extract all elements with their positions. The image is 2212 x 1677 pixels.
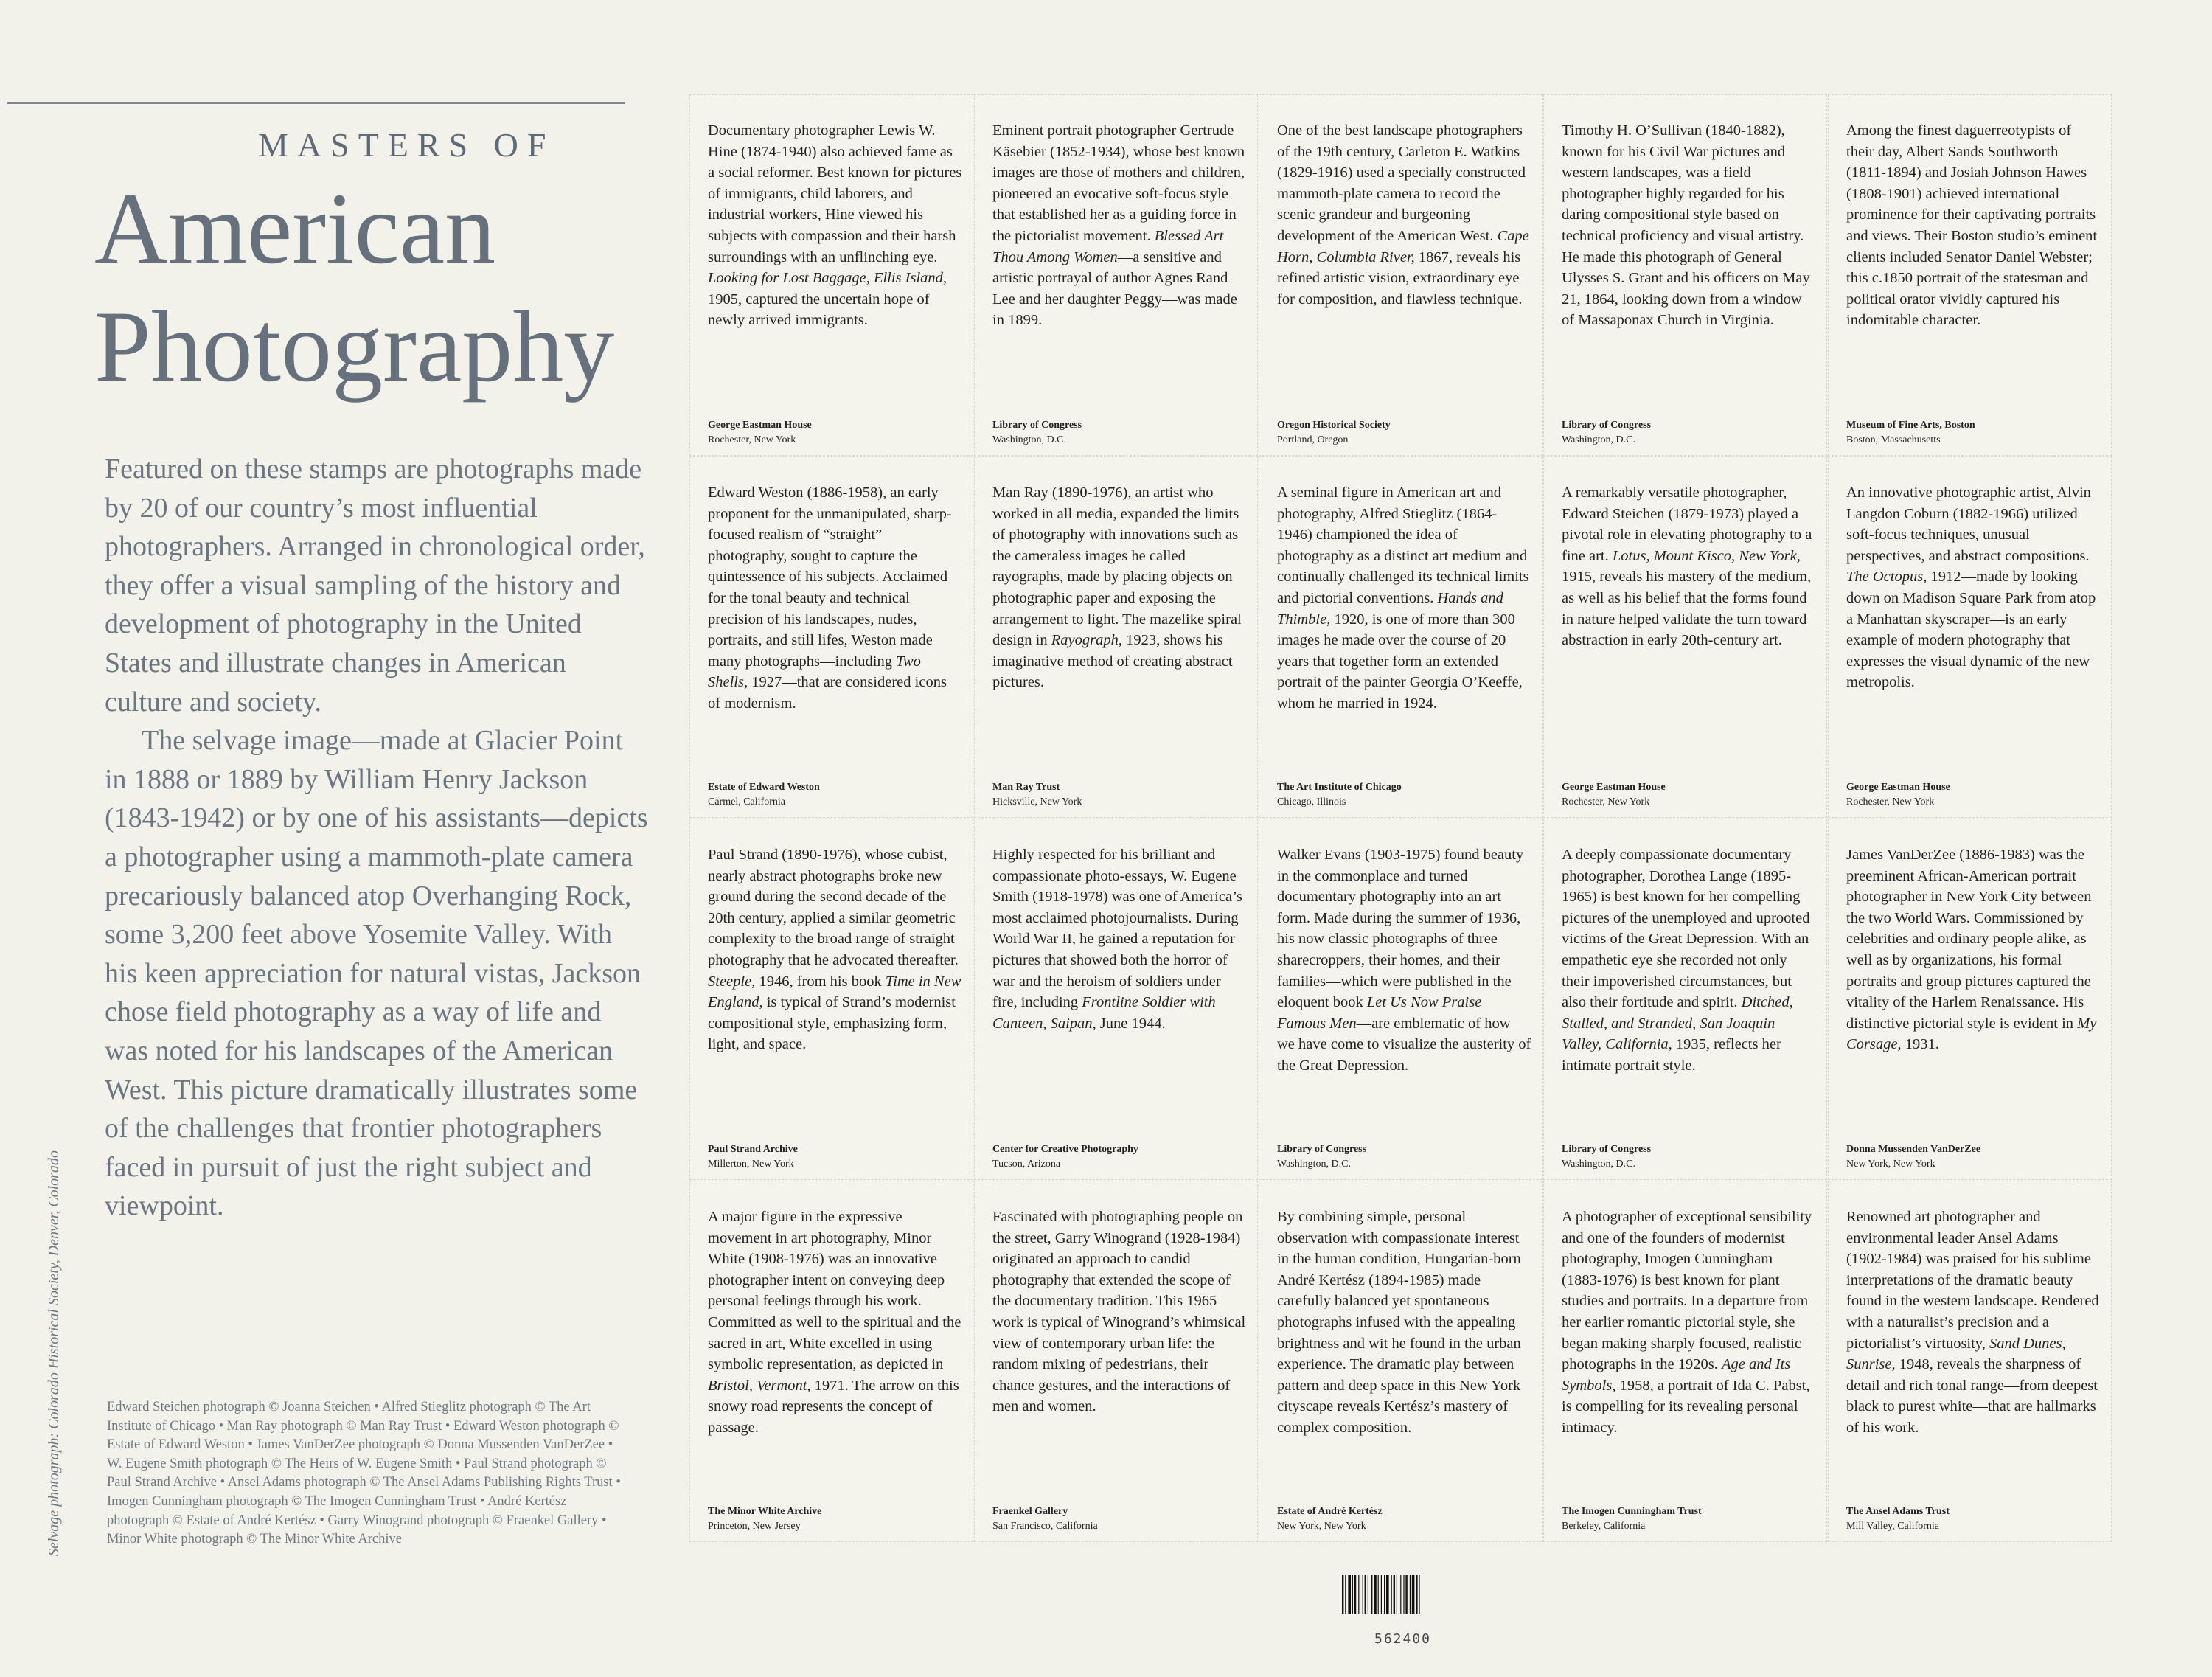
selvage-photo-credit [46, 1150, 68, 1556]
stamp [1259, 456, 1543, 818]
stamp-location: Chicago, Illinois [1277, 796, 1346, 808]
stamp-description: Paul Strand (1890-1976), whose cubist, nearly abstract photographs broke new ground during the second decade of the 20th century, applied a similar geometric complexity to the broad range of straight photography that he advocated thereafter. Steeple, 1946, from his book Time in New England, is typical of Strand’s modernist compositional style, emphasizing form, light, and space. [708, 847, 961, 1053]
stamp-description: Fascinated with photographing people on the street, Garry Winogrand (1928-1984) originated an approach to candid photography that extended the scope of the documentary tradition. This 1965 work is typical of Winogrand’s whimsical view of contemporary urban life: the random mixing of pedestrians, their chance gestures, and the interactions of men and women. [992, 1209, 1246, 1415]
stamp [1828, 819, 2112, 1180]
title-line-american: American [94, 172, 496, 285]
masters-of-heading: MASTERS OF [258, 126, 555, 164]
stamp [974, 819, 1258, 1180]
stamp-description: Walker Evans (1903-1975) found beauty in the commonplace and turned documentary photography into an art form. Made during the summer of 1936, his now classic photographs of three sharecroppers, their homes, and their families—which were published in the eloquent book Let Us Now Praise Famous Men—are emblematic of how we have come to visualize the austerity of the Great Depression. [1277, 847, 1531, 1074]
stamp [1543, 1181, 1827, 1542]
stamp-location: New York, New York [1846, 1159, 1935, 1170]
stamp-description: Eminent portrait photographer Gertrude Käsebier (1852-1934), whose best known images are those of mothers and children, pioneered an evocative soft-focus style that established her as a guiding force in the pictorialist movement. Blessed Art Thou Among Women—a sensitive and artistic portrayal of author Agnes Rand Lee and her daughter Peggy—was made in 1899. [992, 122, 1245, 329]
intro-paragraph-2: The selvage image—made at Glacier Point in 1888 or 1889 by William Henry Jackson (1843-1942) or by one of his assistants—depicts a photographer using a mammoth-plate camera precariously balanced atop Overhanging Rock, some 3,200 feet above Yosemite Valley. With his keen appreciation for natural vistas, Jackson chose field photography as a way of life and was noted for his landscapes of the American West. This picture dramatically illustrates some of the challenges that frontier photographers faced in pursuit of just the right subject and viewpoint. [105, 725, 648, 1222]
stamp [974, 94, 1258, 456]
stamp-institution: The Imogen Cunningham Trust [1562, 1506, 1702, 1517]
stamp-institution: The Minor White Archive [708, 1506, 822, 1517]
stamp-source [992, 780, 1247, 810]
stamp [689, 1181, 973, 1542]
stamp-source [1562, 780, 1816, 810]
stamp [1543, 456, 1827, 818]
stamp-description: A photographer of exceptional sensibility and one of the founders of modernist photography, Imogen Cunningham (1883-1976) is best known for plant studies and portraits. In a departure from her earlier romantic pictorial style, she began making sharply focused, realistic photographs in the 1920s. Age and Its Symbols, 1958, a portrait of Ida C. Pabst, is compelling for its revealing personal intimacy. [1562, 1209, 1812, 1436]
stamp-description: A deeply compassionate documentary photographer, Dorothea Lange (1895-1965) is best known for her compelling pictures of the unemployed and uprooted victims of the Great Depression. With an empathetic eye she recorded not only their impoverished circumstances, but also their fortitude and spirit. Ditched, Stalled, and Stranded, San Joaquin Valley, California, 1935, reflects her intimate portrait style. [1562, 847, 1810, 1074]
stamp-description: Man Ray (1890-1976), an artist who worked in all media, expanded the limits of photography with innovations such as the cameraless images he called rayographs, made by placing objects on photographic paper and exposing the arrangement to light. The mazelike spiral design in Rayograph, 1923, shows his imaginative method of creating abstract pictures. [992, 485, 1242, 691]
stamp-location: Washington, D.C. [992, 434, 1066, 445]
stamp-location: Rochester, New York [708, 434, 796, 445]
stamp-source [1846, 418, 2101, 448]
stamp-source [1562, 1504, 1816, 1534]
stamp-description: James VanDerZee (1886-1983) was the preeminent African-American portrait photographer in New York City between the two World Wars. Commissioned by celebrities and ordinary people alike, as well as by organizations, his formal portraits and group pictures captured the vitality of the Harlem Renaissance. His distinctive pictorial style is evident in My Corsage, 1931. [1846, 847, 2097, 1053]
stamp [1259, 819, 1543, 1180]
stamp [1543, 94, 1827, 456]
stamp-source [1277, 780, 1531, 810]
stamp-institution: Estate of André Kertész [1277, 1506, 1382, 1517]
stamp-location: Mill Valley, California [1846, 1521, 1939, 1532]
main-title [94, 170, 614, 406]
stamp-source [708, 780, 962, 810]
stamp-institution: Museum of Fine Arts, Boston [1846, 420, 1975, 431]
stamp-description: One of the best landscape photographers of the 19th century, Carleton E. Watkins (1829-1916) used a specially constructed mammoth-plate camera to record the scenic grandeur and burgeoning development of the American West. Cape Horn, Columbia River, 1867, reveals his refined artistic vision, extraordinary eye for composition, and flawless technique. [1277, 122, 1529, 308]
stamp-location: Princeton, New Jersey [708, 1521, 801, 1532]
barcode-number: 562400 [1374, 1631, 1432, 1647]
stamp-source [992, 1504, 1247, 1534]
stamp-description: Documentary photographer Lewis W. Hine (1874-1940) also achieved fame as a social reformer. Best known for pictures of immigrants, child laborers, and industrial workers, Hine viewed his subjects with compassion and their harsh surroundings with an unflinching eye. Looking for Lost Baggage, Ellis Island, 1905, captured the uncertain hope of newly arrived immigrants. [708, 122, 962, 329]
stamp [974, 1181, 1258, 1542]
stamp-institution: Library of Congress [1562, 420, 1652, 431]
stamp [689, 819, 973, 1180]
stamp-description: By combining simple, personal observation with compassionate interest in the human condition, Hungarian-born André Kertész (1894-1985) made carefully balanced yet spontaneous photographs infused with the appealing brightness and wit he found in the urban experience. The dramatic play between pattern and deep space in this New York cityscape reveals Kertész’s mastery of complex composition. [1277, 1209, 1521, 1436]
stamp-institution: George Eastman House [1846, 782, 1950, 793]
stamp-location: Rochester, New York [1846, 796, 1935, 808]
stamp-source [708, 1504, 962, 1534]
stamp-location: San Francisco, California [992, 1521, 1098, 1532]
stamp-institution: Library of Congress [1562, 1144, 1652, 1155]
stamp-institution: Paul Strand Archive [708, 1144, 798, 1155]
stamp-source [992, 418, 1247, 448]
stamp-location: Millerton, New York [708, 1159, 794, 1170]
stamp-description: A remarkably versatile photographer, Edward Steichen (1879-1973) played a pivotal role in elevating photography to a fine art. Lotus, Mount Kisco, New York, 1915, reveals his mastery of the medium, as well as his belief that the forms found in nature helped validate the turn toward abstraction in early 20th-century art. [1562, 485, 1812, 649]
stamp-source [1846, 780, 2101, 810]
barcode [1342, 1575, 1464, 1614]
stamp-description: A seminal figure in American art and photography, Alfred Stieglitz (1864-1946) championed the idea of photography as a distinct art medium and continually challenged its technical limits and pictorial conventions. Hands and Thimble, 1920, is one of more than 300 images he made over the course of 20 years that together form an extended portrait of the painter Georgia O’Keeffe, whom he married in 1924. [1277, 485, 1529, 712]
stamp [689, 94, 973, 456]
stamp-location: Washington, D.C. [1562, 1159, 1635, 1170]
stamp-institution: George Eastman House [708, 420, 812, 431]
stamp-location: Carmel, California [708, 796, 785, 808]
stamp-institution: Library of Congress [1277, 1144, 1367, 1155]
title-line-photography: Photography [94, 290, 615, 403]
stamp-location: Boston, Massachusetts [1846, 434, 1941, 445]
header-rule [7, 102, 625, 104]
intro-paragraph-1: Featured on these stamps are photographs made by 20 of our country’s most influential photographers. Arranged in chronological order, they offer a visual sampling of the history and development of photography in the United States and illustrate changes in American culture and society. [105, 454, 645, 718]
stamp-source [708, 1142, 962, 1172]
stamp [1259, 1181, 1543, 1542]
stamp-location: Portland, Oregon [1277, 434, 1349, 445]
intro-text [105, 450, 650, 1226]
stamp-source [1846, 1504, 2101, 1534]
stamp-location: Berkeley, California [1562, 1521, 1646, 1532]
stamp-institution: Oregon Historical Society [1277, 420, 1391, 431]
stamp-source [1562, 418, 1816, 448]
stamp-institution: The Art Institute of Chicago [1277, 782, 1402, 793]
stamp [974, 456, 1258, 818]
stamp [1828, 1181, 2112, 1542]
stamp-institution: Estate of Edward Weston [708, 782, 820, 793]
stamp-institution: Library of Congress [992, 420, 1082, 431]
stamp-description: Timothy H. O’Sullivan (1840-1882), known for his Civil War pictures and western landscapes, was a field photographer highly regarded for his daring compositional style based on technical proficiency and visual artistry. He made this photograph of General Ulysses S. Grant and his officers on May 21, 1864, looking down from a window of Massaponax Church in Virginia. [1562, 122, 1810, 329]
stamp-institution: Fraenkel Gallery [992, 1506, 1068, 1517]
stamp-location: New York, New York [1277, 1521, 1366, 1532]
stamp-source [1277, 1504, 1531, 1534]
stamp [689, 456, 973, 818]
stamp-description: Edward Weston (1886-1958), an early proponent for the unmanipulated, sharp-focused realism of “straight” photography, sought to capture the quintessence of his subjects. Acclaimed for the tonal beauty and technical precision of his landscapes, nudes, portraits, and still lifes, Weston made many photographs—including Two Shells, 1927—that are considered icons of modernism. [708, 485, 952, 712]
stamp-institution: George Eastman House [1562, 782, 1666, 793]
stamp-source [1562, 1142, 1816, 1172]
stamp-location: Tucson, Arizona [992, 1159, 1061, 1170]
stamp [1259, 94, 1543, 456]
stamp-institution: Center for Creative Photography [992, 1144, 1138, 1155]
stamp-institution: The Ansel Adams Trust [1846, 1506, 1950, 1517]
copyright-credits: Edward Steichen photograph © Joanna Steichen • Alfred Stieglitz photograph © The Art Institute of Chicago • Man Ray photograph © Man Ray Trust • Edward Weston photograph © Estate of Edward Weston • James VanDerZee photograph © Donna Mussenden VanDerZee • W. Eugene Smith photograph © The Heirs of W. Eugene Smith • Paul Strand photograph © Paul Strand Archive • Ansel Adams photograph © The Ansel Adams Publishing Rights Trust • Imogen Cunningham photograph © The Imogen Cunningham Trust • André Kertész photograph © Estate of André Kertész • Garry Winogrand photograph © Fraenkel Gallery • Minor White photograph © The Minor White Archive [107, 1400, 621, 1547]
stamp [1828, 94, 2112, 456]
stamp-location: Washington, D.C. [1277, 1159, 1351, 1170]
stamp [1543, 819, 1827, 1180]
stamp-source [1277, 418, 1531, 448]
stamp-description: An innovative photographic artist, Alvin Langdon Coburn (1882-1966) utilized soft-focus techniques, unusual perspectives, and abstract compositions. The Octopus, 1912—made by looking down on Madison Square Park from atop a Manhattan skyscraper—is an early example of modern photography that expresses the visual dynamic of the new metropolis. [1846, 485, 2096, 691]
stamp-location: Rochester, New York [1562, 796, 1650, 808]
stamp-institution: Donna Mussenden VanDerZee [1846, 1144, 1981, 1155]
stamp-description: A major figure in the expressive movement in art photography, Minor White (1908-1976) was an innovative photographer intent on conveying deep personal feelings through his work. Committed as well to the spiritual and the sacred in art, White excelled in using symbolic representation, as depicted in Bristol, Vermont, 1971. The arrow on this snowy road represents the concept of passage. [708, 1209, 961, 1436]
stamp-location: Hicksville, New York [992, 796, 1082, 808]
stamp-pane [689, 94, 2099, 1540]
selvage-photo-credit-text: Selvage photograph: Colorado Historical Society, Denver, Colorado [46, 1150, 62, 1556]
stamp-source [1846, 1142, 2101, 1172]
stamp-source [1277, 1142, 1531, 1172]
stamp-location: Washington, D.C. [1562, 434, 1635, 445]
stamp [1828, 456, 2112, 818]
stamp-institution: Man Ray Trust [992, 782, 1060, 793]
stamp-description: Highly respected for his brilliant and compassionate photo-essays, W. Eugene Smith (1918-1978) was one of America’s most acclaimed photojournalists. During World War II, he gained a reputation for pictures that showed both the horror of war and the heroism of soldiers under fire, including Frontline Soldier with Canteen, Saipan, June 1944. [992, 847, 1242, 1032]
stamp-source [992, 1142, 1247, 1172]
stamp-description: Among the finest daguerreotypists of their day, Albert Sands Southworth (1811-1894) and Josiah Johnson Hawes (1808-1901) achieved international prominence for their captivating portraits and views. Their Boston studio’s eminent clients included Senator Daniel Webster; this c.1850 portrait of the statesman and political orator vividly captured his indomitable character. [1846, 122, 2098, 329]
stamp-description: Renowned art photographer and environmental leader Ansel Adams (1902-1984) was praised for his sublime interpretations of the dramatic beauty found in the western landscape. Rendered with a naturalist’s precision and a pictorialist’s virtuosity, Sand Dunes, Sunrise, 1948, reveals the sharpness of detail and rich tonal range—from deepest black to purest white—that are hallmarks of his work. [1846, 1209, 2099, 1436]
stamp-source [708, 418, 962, 448]
